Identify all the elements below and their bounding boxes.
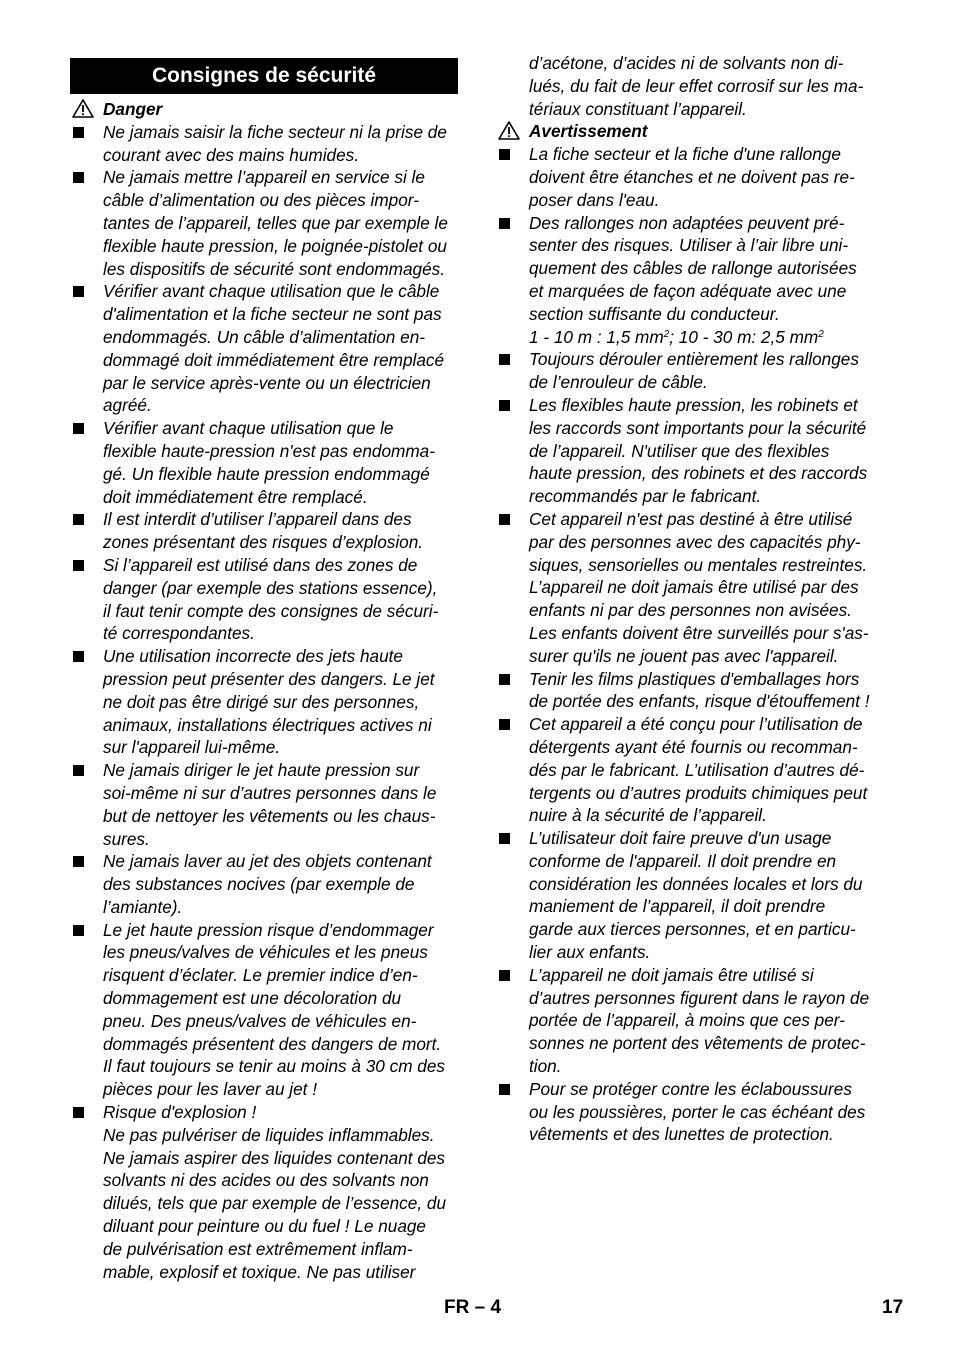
footer-section-label: FR – 4 [444, 1297, 502, 1318]
square-bullet-icon [73, 1107, 84, 1118]
list-item [496, 668, 888, 714]
square-bullet-icon [73, 925, 84, 936]
square-bullet-icon [73, 765, 84, 776]
text-line: Si l’appareil est utilisé dans des zones de [103, 554, 418, 575]
square-bullet-icon [73, 423, 84, 434]
text-line: Tenir les films plastiques d'emballages hors [529, 668, 860, 689]
text-line: flexible haute-pression n'est pas endomma- [103, 440, 435, 461]
text-line: portée de l’appareil, à moins que ces per- [529, 1010, 845, 1031]
text-line: L’appareil ne doit jamais être utilisé si [529, 964, 814, 985]
text-line: Le jet haute pression risque d’endommager [103, 919, 434, 940]
text-line: enfants ni par des personnes non avisées. [529, 600, 852, 621]
list-item [496, 508, 888, 668]
section-title: Consignes de sécurité [151, 64, 377, 87]
list-item [70, 919, 462, 1101]
text-line: solvants ni des acides ou des solvants non [103, 1170, 429, 1191]
text-line: les dispositifs de sécurité sont endommagés. [103, 258, 446, 279]
text-line: les raccords sont importants pour la sécurité [529, 417, 867, 438]
text-line: câble d’alimentation ou des pièces impor- [103, 190, 419, 211]
text-line: agréé. [103, 395, 152, 416]
text-line: courant avec des mains humides. [103, 144, 360, 165]
text-line: Risque d'explosion ! [103, 1102, 257, 1123]
text-line: Vérifier avant chaque utilisation que le [103, 418, 394, 439]
text-line: Les flexibles haute pression, les robinets et [529, 394, 858, 415]
text-line: maniement de l’appareil, il doit prendre [529, 896, 826, 917]
text-line: les pneus/valves de véhicules et les pneus [103, 942, 428, 963]
text-line: nuire à la sécurité de l’appareil. [529, 805, 767, 826]
warning-triangle-icon [498, 121, 520, 140]
text-line: de portée des enfants, risque d'étouffement ! [529, 691, 870, 712]
danger-block [70, 98, 462, 1283]
text-line: haute pression, des robinets et des raccords [529, 463, 868, 484]
text-line: pneu. Des pneus/valves de véhicules en- [103, 1010, 417, 1031]
text-line: dommagés présentent des dangers de mort. [103, 1033, 442, 1054]
list-item [70, 645, 462, 759]
square-bullet-icon [73, 286, 84, 297]
text-line: Une utilisation incorrecte des jets haute [103, 646, 403, 667]
right-block [496, 52, 888, 1146]
text-line: ou les poussières, porter le cas échéant des [529, 1101, 866, 1122]
text-line: tion. [529, 1056, 562, 1077]
square-bullet-icon [499, 833, 510, 844]
text-line: sonnes ne portent des vêtements de protec- [529, 1033, 866, 1054]
text-line: doivent être étanches et ne doivent pas re- [529, 166, 855, 187]
square-bullet-icon [499, 674, 510, 685]
text-line: Pour se protéger contre les éclaboussures [529, 1078, 852, 1099]
text-line: recommandés par le fabricant. [529, 486, 762, 507]
square-bullet-icon [73, 127, 84, 138]
text-line: dommagement est une décoloration du [103, 988, 402, 1009]
list-item [70, 166, 462, 280]
square-bullet-icon [73, 514, 84, 525]
text-line: détergents ayant été fournis ou recomman- [529, 736, 858, 757]
text-line: flexible haute pression, le poignée-pistolet ou [103, 235, 447, 256]
list-item [70, 1101, 462, 1283]
text-line: pièces pour les laver au jet ! [103, 1079, 318, 1100]
square-bullet-icon [499, 149, 510, 160]
text-line: Ne jamais diriger le jet haute pression sur [103, 760, 420, 781]
list-item [70, 417, 462, 508]
text-line: Il est interdit d’utiliser l’appareil dans des [103, 509, 412, 530]
text-line: dilués, tels que par exemple de l’essence, du [103, 1193, 447, 1214]
text-line: L’utilisateur doit faire preuve d'un usage [529, 828, 832, 849]
text-line: zones présentant des risques d’explosion. [103, 532, 424, 553]
warning-list [496, 143, 888, 1146]
danger-list [70, 121, 462, 1284]
text-line: but de nettoyer les vêtements ou les chaus- [103, 805, 436, 826]
square-bullet-icon [499, 514, 510, 525]
text-line: Il faut toujours se tenir au moins à 30 cm des [103, 1056, 446, 1077]
text-line: sur l'appareil lui-même. [103, 737, 281, 758]
text-line: il faut tenir compte des consignes de sécuri- [103, 600, 439, 621]
text-line: lués, du fait de leur effet corrosif sur les ma- [529, 75, 864, 96]
text-line: doit immédiatement être remplacé. [103, 486, 368, 507]
text-line: Vérifier avant chaque utilisation que le câble [103, 281, 440, 302]
text-line: l’amiante). [103, 896, 183, 917]
text-line: La fiche secteur et la fiche d'une rallonge [529, 144, 841, 165]
text-line: sures. [103, 828, 150, 849]
text-line: dommagé doit immédiatement être remplacé [103, 349, 445, 370]
square-bullet-icon [73, 560, 84, 571]
list-item [70, 554, 462, 645]
text-line: gé. Un flexible haute pression endommagé [103, 463, 430, 484]
list-item [496, 348, 888, 394]
text-line: danger (par exemple des stations essence), [103, 577, 438, 598]
text-line: té correspondantes. [103, 623, 255, 644]
text-line: dés par le fabricant. L’utilisation d’autres dé- [529, 759, 865, 780]
text-line: vêtements et des lunettes de protection. [529, 1124, 834, 1145]
text-line: tériaux constituant l’appareil. [529, 98, 747, 119]
text-line: d’acétone, d’acides ni de solvants non di- [529, 53, 844, 73]
square-bullet-icon [73, 172, 84, 183]
text-line: par des personnes avec des capacités phy- [529, 531, 861, 552]
text-line: conforme de l'appareil. Il doit prendre en [529, 850, 837, 871]
text-line: Toujours dérouler entièrement les rallonges [529, 349, 859, 370]
square-bullet-icon [499, 970, 510, 981]
extension-cable-spec [496, 326, 888, 349]
spec-text: ; 10 - 30 m: 2,5 mm [669, 326, 819, 347]
text-line: tergents ou d’autres produits chimiques peut [529, 782, 868, 803]
list-item [496, 143, 888, 211]
list-item [496, 1078, 888, 1146]
text-line: garde aux tierces personnes, et en particu- [529, 919, 856, 940]
danger-heading: Danger [103, 99, 163, 119]
text-line: Ne pas pulvériser de liquides inflammables. [103, 1124, 435, 1145]
text-line: mable, explosif et toxique. Ne pas utiliser [103, 1261, 416, 1282]
text-line: senter des risques. Utiliser à l’air libre uni- [529, 235, 849, 256]
text-line: et marquées de façon adéquate avec une [529, 280, 847, 301]
text-line: quement des câbles de rallonge autorisées [529, 258, 857, 279]
text-line: d'alimentation et la fiche secteur ne sont pas [103, 304, 442, 325]
text-line: par le service après-vente ou un électricien [103, 372, 431, 393]
warning-heading-row [496, 120, 888, 143]
warning-heading: Avertissement [529, 121, 648, 142]
square-bullet-icon [499, 400, 510, 411]
square-bullet-icon [499, 719, 510, 730]
list-item [496, 212, 888, 349]
superscript: 2 [818, 328, 824, 340]
square-bullet-icon [73, 856, 84, 867]
text-line: Les enfants doivent être surveillés pour s'as- [529, 622, 869, 643]
square-bullet-icon [499, 354, 510, 365]
list-item [70, 508, 462, 554]
list-item [496, 713, 888, 827]
superscript: 2 [663, 328, 670, 340]
spec-text: 1 - 10 m : 1,5 mm [529, 326, 664, 347]
text-line: de l’appareil. N'utiliser que des flexibles [529, 440, 830, 461]
text-line: Cet appareil n'est pas destiné à être utilisé [529, 508, 853, 529]
text-line: de pulvérisation est extrêmement inflam- [103, 1238, 413, 1259]
text-line: diluant pour peinture ou du fuel ! Le nuage [103, 1216, 426, 1237]
section-title-bar [70, 58, 458, 94]
text-line: tantes de l’appareil, telles que par exemple le [103, 212, 448, 233]
warning-triangle-icon [72, 99, 94, 118]
square-bullet-icon [499, 1084, 510, 1095]
text-line: L’appareil ne doit jamais être utilisé par des [529, 577, 859, 598]
text-line: endommagés. Un câble d’alimentation en- [103, 326, 425, 347]
text-line: lier aux enfants. [529, 942, 651, 963]
list-item [496, 827, 888, 964]
text-line: animaux, installations électriques actives ni [103, 714, 432, 735]
text-line: Ne jamais laver au jet des objets contenant [103, 851, 432, 872]
text-line: pression peut présenter des dangers. Le jet [103, 668, 435, 689]
text-line: Ne jamais aspirer des liquides contenant des [103, 1147, 446, 1168]
list-item [70, 280, 462, 417]
text-line: ne doit pas être dirigé sur des personnes, [103, 691, 420, 712]
text-line: section suffisante du conducteur. [529, 303, 780, 324]
list-item [70, 759, 462, 850]
text-line: de l’enrouleur de câble. [529, 372, 708, 393]
text-line: Des rallonges non adaptées peuvent pré- [529, 212, 845, 233]
square-bullet-icon [73, 651, 84, 662]
text-line: considération les données locales et lors du [529, 873, 863, 894]
list-item [496, 394, 888, 508]
danger-heading-row [70, 98, 462, 121]
text-line: poser dans l'eau. [529, 189, 660, 210]
text-line: des substances nocives (par exemple de [103, 874, 415, 895]
text-line: d’autres personnes figurent dans le rayon de [529, 987, 870, 1008]
square-bullet-icon [499, 218, 510, 229]
text-line: Ne jamais mettre l’appareil en service si le [103, 167, 425, 188]
list-item [496, 964, 888, 1078]
text-line: soi-même ni sur d’autres personnes dans le [103, 782, 437, 803]
text-line: surer qu'ils ne jouent pas avec l'appareil. [529, 645, 839, 666]
footer-page-number: 17 [882, 1297, 904, 1318]
text-line: Cet appareil a été conçu pour l’utilisation de [529, 714, 863, 735]
text-line: Ne jamais saisir la fiche secteur ni la prise de [103, 121, 447, 142]
list-item [70, 121, 462, 167]
continued-paragraph [496, 52, 888, 120]
text-line: risquent d’éclater. Le premier indice d’en- [103, 965, 418, 986]
list-item [70, 850, 462, 918]
text-line: siques, sensorielles ou mentales restreintes. [529, 554, 868, 575]
